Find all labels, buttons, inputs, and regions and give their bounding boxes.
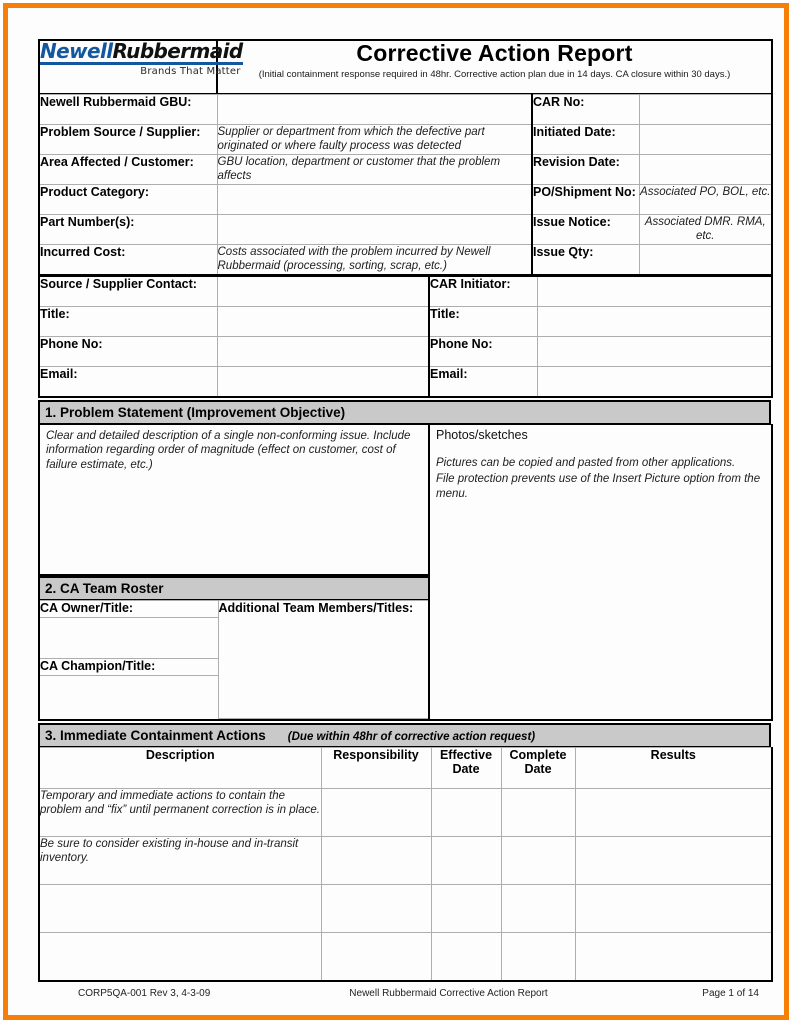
field-value[interactable] — [639, 95, 772, 125]
ca-owner-label: CA Owner/Title: — [40, 601, 218, 618]
cell-effective-date[interactable] — [431, 836, 501, 884]
info-row — [39, 125, 772, 155]
photos-panel-title: Photos/sketches — [436, 428, 528, 442]
info-table — [38, 94, 773, 276]
cell-effective-date[interactable] — [431, 932, 501, 981]
cell-responsibility[interactable] — [321, 884, 431, 932]
cell-effective-date[interactable] — [431, 788, 501, 836]
contact-row — [39, 276, 772, 307]
photos-note-line-1: Pictures can be copied and pasted from other applications. — [436, 457, 736, 469]
section-3-title: 3. Immediate Containment Actions — [45, 727, 266, 743]
header-band — [38, 39, 773, 95]
field-label: CAR No: — [532, 95, 639, 125]
cell-responsibility[interactable] — [321, 788, 431, 836]
cell-results[interactable] — [575, 884, 772, 932]
field-label: Product Category: — [39, 185, 217, 215]
contacts-table — [38, 275, 773, 398]
ca-owner-value[interactable] — [40, 618, 218, 659]
table-row — [39, 836, 772, 884]
cell-responsibility[interactable] — [321, 932, 431, 981]
field-label: Issue Qty: — [532, 245, 639, 276]
field-value[interactable] — [217, 367, 429, 398]
containment-actions-table — [38, 747, 773, 982]
contact-row — [39, 307, 772, 337]
field-value[interactable] — [639, 155, 772, 185]
field-label: Source / Supplier Contact: — [39, 276, 217, 307]
field-hint[interactable]: Supplier or department from which the defective part originated or where faulty process was detected — [217, 125, 532, 155]
section-1-title: 1. Problem Statement (Improvement Objective) — [45, 405, 346, 420]
field-label: Phone No: — [39, 337, 217, 367]
field-label: Email: — [39, 367, 217, 398]
field-value[interactable] — [537, 307, 772, 337]
document-page — [8, 8, 784, 1015]
cell-description[interactable]: Be sure to consider existing in-house and in-transit inventory. — [39, 836, 321, 884]
field-value[interactable] — [217, 215, 532, 245]
cell-effective-date[interactable] — [431, 884, 501, 932]
column-header-results: Results — [575, 747, 772, 788]
field-value[interactable] — [537, 367, 772, 398]
footer-title: Newell Rubbermaid Corrective Action Report — [349, 988, 548, 999]
document-body — [38, 39, 771, 982]
column-header-responsibility: Responsibility — [321, 747, 431, 788]
cell-complete-date[interactable] — [501, 884, 575, 932]
field-value[interactable] — [537, 337, 772, 367]
field-hint[interactable]: GBU location, department or customer that the problem affects — [217, 155, 532, 185]
additional-members-cell[interactable] — [218, 601, 428, 719]
page-footer — [38, 988, 771, 999]
info-row — [39, 155, 772, 185]
field-label: Title: — [429, 307, 537, 337]
field-value[interactable] — [217, 337, 429, 367]
info-row — [39, 185, 772, 215]
cell-description[interactable]: Temporary and immediate actions to contain the problem and “fix” until permanent correction is in place. — [39, 788, 321, 836]
field-value[interactable] — [537, 276, 772, 307]
section-1-2-body — [38, 424, 773, 721]
info-row — [39, 95, 772, 125]
field-label: CAR Initiator: — [429, 276, 537, 307]
section-1-left-stack — [39, 424, 429, 720]
field-label: Incurred Cost: — [39, 245, 217, 276]
section-1-heading — [38, 400, 771, 425]
field-label: Area Affected / Customer: — [39, 155, 217, 185]
logo-word-rubbermaid: Rubbermaid — [112, 39, 243, 63]
logo-tagline: Brands That Matter — [140, 65, 241, 77]
field-label: Phone No: — [429, 337, 537, 367]
photos-sketches-panel[interactable] — [429, 424, 772, 720]
field-label: Revision Date: — [532, 155, 639, 185]
table-row — [39, 884, 772, 932]
cell-complete-date[interactable] — [501, 836, 575, 884]
field-label: Initiated Date: — [532, 125, 639, 155]
contact-row — [39, 337, 772, 367]
page-title: Corrective Action Report — [356, 40, 633, 66]
footer-page-number: Page 1 of 14 — [702, 988, 759, 999]
cell-description[interactable] — [39, 932, 321, 981]
table-row — [39, 932, 772, 981]
info-row — [39, 245, 772, 276]
contact-row — [39, 367, 772, 398]
column-header-complete-date: Complete Date — [501, 747, 575, 788]
field-label: Part Number(s): — [39, 215, 217, 245]
section-3-heading — [38, 723, 771, 748]
cell-results[interactable] — [575, 836, 772, 884]
field-label: Title: — [39, 307, 217, 337]
ca-team-roster-table — [40, 600, 428, 719]
logo-word-newell: Newell — [40, 39, 113, 63]
field-label: Newell Rubbermaid GBU: — [39, 95, 217, 125]
photos-note-line-2: File protection prevents use of the Insert Picture option from the menu. — [436, 472, 761, 501]
field-value[interactable] — [639, 125, 772, 155]
company-logo — [39, 39, 243, 94]
footer-document-id: CORP5QA-001 Rev 3, 4-3-09 — [78, 988, 211, 999]
cell-results[interactable] — [575, 932, 772, 981]
cell-complete-date[interactable] — [501, 788, 575, 836]
field-hint[interactable]: Costs associated with the problem incurred by Newell Rubbermaid (processing, sorting, scrap, etc.) — [217, 245, 532, 276]
ca-champion-value[interactable] — [40, 676, 218, 719]
additional-members-label: Additional Team Members/Titles: — [218, 601, 414, 615]
field-value[interactable] — [639, 245, 772, 276]
field-value[interactable] — [217, 185, 532, 215]
field-label: Problem Source / Supplier: — [39, 125, 217, 155]
field-label: Email: — [429, 367, 537, 398]
field-label: Issue Notice: — [532, 215, 639, 245]
problem-statement-hint: Clear and detailed description of a single non-conforming issue. Include information regarding order of magnitude (effect on customer, cost of failure estimate, etc.) — [46, 430, 411, 471]
cell-description[interactable] — [39, 884, 321, 932]
cell-results[interactable] — [575, 788, 772, 836]
cell-complete-date[interactable] — [501, 932, 575, 981]
field-hint[interactable]: Associated DMR. RMA, etc. — [639, 215, 772, 245]
scan-frame — [3, 3, 789, 1020]
field-label: PO/Shipment No: — [532, 185, 639, 215]
title-block — [217, 40, 772, 94]
column-header-effective-date: Effective Date — [431, 747, 501, 788]
field-hint[interactable]: Associated PO, BOL, etc. — [639, 185, 772, 215]
column-header-description: Description — [39, 747, 321, 788]
problem-statement-field[interactable] — [40, 424, 428, 576]
section-2-heading — [40, 576, 428, 601]
section-2-title: 2. CA Team Roster — [45, 581, 164, 596]
field-value[interactable] — [217, 276, 429, 307]
cell-responsibility[interactable] — [321, 836, 431, 884]
ca-champion-label: CA Champion/Title: — [40, 659, 218, 676]
field-value[interactable] — [217, 95, 532, 125]
table-row — [39, 788, 772, 836]
info-row — [39, 215, 772, 245]
section-3-note: (Due within 48hr of corrective action request) — [287, 730, 536, 743]
table-header-row — [39, 747, 772, 788]
page-subtitle: (Initial containment response required in 48hr. Corrective action plan due in 14 days. CA closure within 30 days.) — [258, 69, 731, 81]
field-value[interactable] — [217, 307, 429, 337]
